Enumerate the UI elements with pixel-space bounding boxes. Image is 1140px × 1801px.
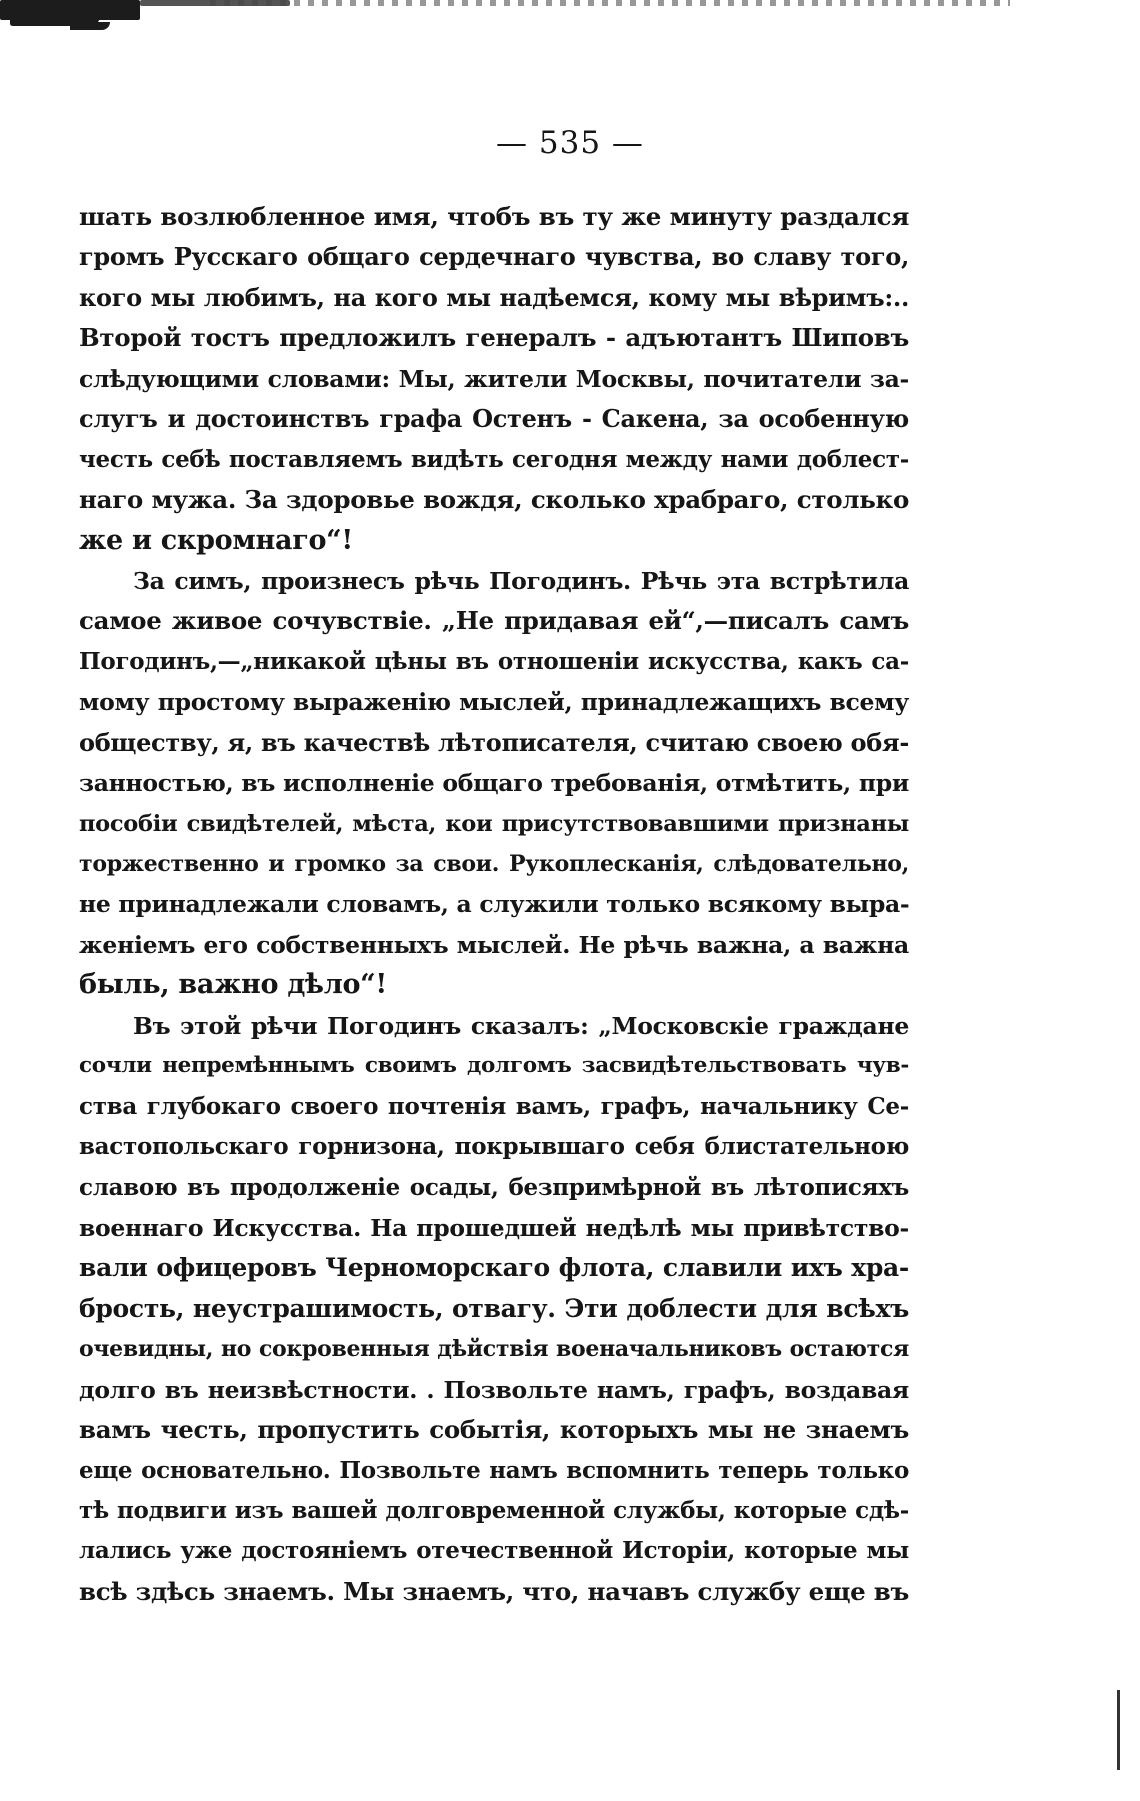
body-text [79,197,909,1612]
text-line: Погодинъ,—„никакой цѣны въ отношеніи искусства, какъ са- [79,647,909,675]
scan-top-edge [210,0,1010,6]
text-line: занностью, въ исполненіе общаго требованія, отмѣтить, при [79,769,909,798]
text-line: очевидны, но сокровенныя дѣйствія военачальниковъ остаются [79,1336,909,1363]
text-line: военнаго Искусства. На прошедшей недѣлѣ мы привѣтство- [79,1213,909,1242]
text-line: быль, важно дѣло“! [79,969,387,1001]
scan-side-mark [1117,1690,1120,1770]
text-line: честь себѣ поставляемъ видѣть сегодня между нами доблест- [79,445,909,473]
text-line: торжественно и громко за свои. Рукоплесканія, слѣдовательно, [79,851,909,877]
text-line: самое живое сочувствіе. „Не придавая ей“,—писалъ самъ [79,606,909,636]
text-line: шать возлюбленное имя, чтобъ въ ту же минуту раздался [79,202,909,231]
text-line: кого мы любимъ, на кого мы надѣемся, кому мы вѣримъ:.. [79,282,909,312]
text-line: сочли непремѣннымъ своимъ долгомъ засвидѣтельствовать чув- [79,1053,909,1079]
text-line: вали офицеровъ Черноморскаго флота, славили ихъ хра- [79,1253,909,1283]
text-line: же и скромнаго“! [79,524,353,556]
text-line: обществу, я, въ качествѣ лѣтописателя, считаю своею обя- [79,727,909,757]
text-line: Второй тостъ предложилъ генералъ - адъютантъ Шиповъ [79,323,909,353]
text-line: слѣдующими словами: Мы, жители Москвы, почитатели за- [79,364,909,393]
text-line: еще основательно. Позвольте намъ вспомнить теперь только [79,1456,909,1484]
text-line: славою въ продолженіе осады, безпримѣрной въ лѣтописяхъ [79,1173,909,1201]
text-line: мому простому выраженію мыслей, принадлежащихъ всему [79,688,909,717]
text-line: вастопольскаго горнизона, покрывшаго себя блистательною [79,1133,909,1161]
text-line: долго въ неизвѣстности. . Позвольте намъ, графъ, воздавая [79,1375,909,1404]
text-line: не принадлежали словамъ, а служили только всякому выра- [79,890,910,919]
text-line: лались уже достояніемъ отечественной Исторіи, которые мы [79,1537,909,1565]
text-line: женіемъ его собственныхъ мыслей. Не рѣчь важна, а важна [79,930,909,959]
text-line: пособіи свидѣтелей, мѣста, кои присутствовавшими признаны [79,810,909,837]
text-line: ства глубокаго своего почтенія вамъ, графъ, начальнику Се- [79,1092,909,1120]
paragraph-first-line: Въ этой рѣчи Погодинъ сказалъ: „Московскіе граждане [133,1011,909,1040]
text-line: тѣ подвиги изъ вашей долговременной службы, которые сдѣ- [79,1497,909,1524]
scan-ink-mark [0,0,300,40]
text-line: громъ Русскаго общаго сердечнаго чувства, во славу того, [79,242,909,272]
text-line: слугъ и достоинствъ графа Остенъ - Сакена, за особенную [79,404,909,434]
ink-blot [70,22,110,30]
text-line: вамъ честь, пропустить событія, которыхъ мы не знаемъ [79,1415,909,1445]
text-line: всѣ здѣсь знаемъ. Мы знаемъ, что, начавъ службу еще въ [79,1576,909,1606]
paragraph-first-line: За симъ, произнесъ рѣчь Погодинъ. Рѣчь эта встрѣтила [133,566,909,595]
text-line: наго мужа. За здоровье вождя, сколько храбраго, столько [79,485,909,515]
page-number: — 535 — [496,125,644,161]
text-line: брость, неустрашимость, отвагу. Эти доблести для всѣхъ [79,1293,909,1323]
